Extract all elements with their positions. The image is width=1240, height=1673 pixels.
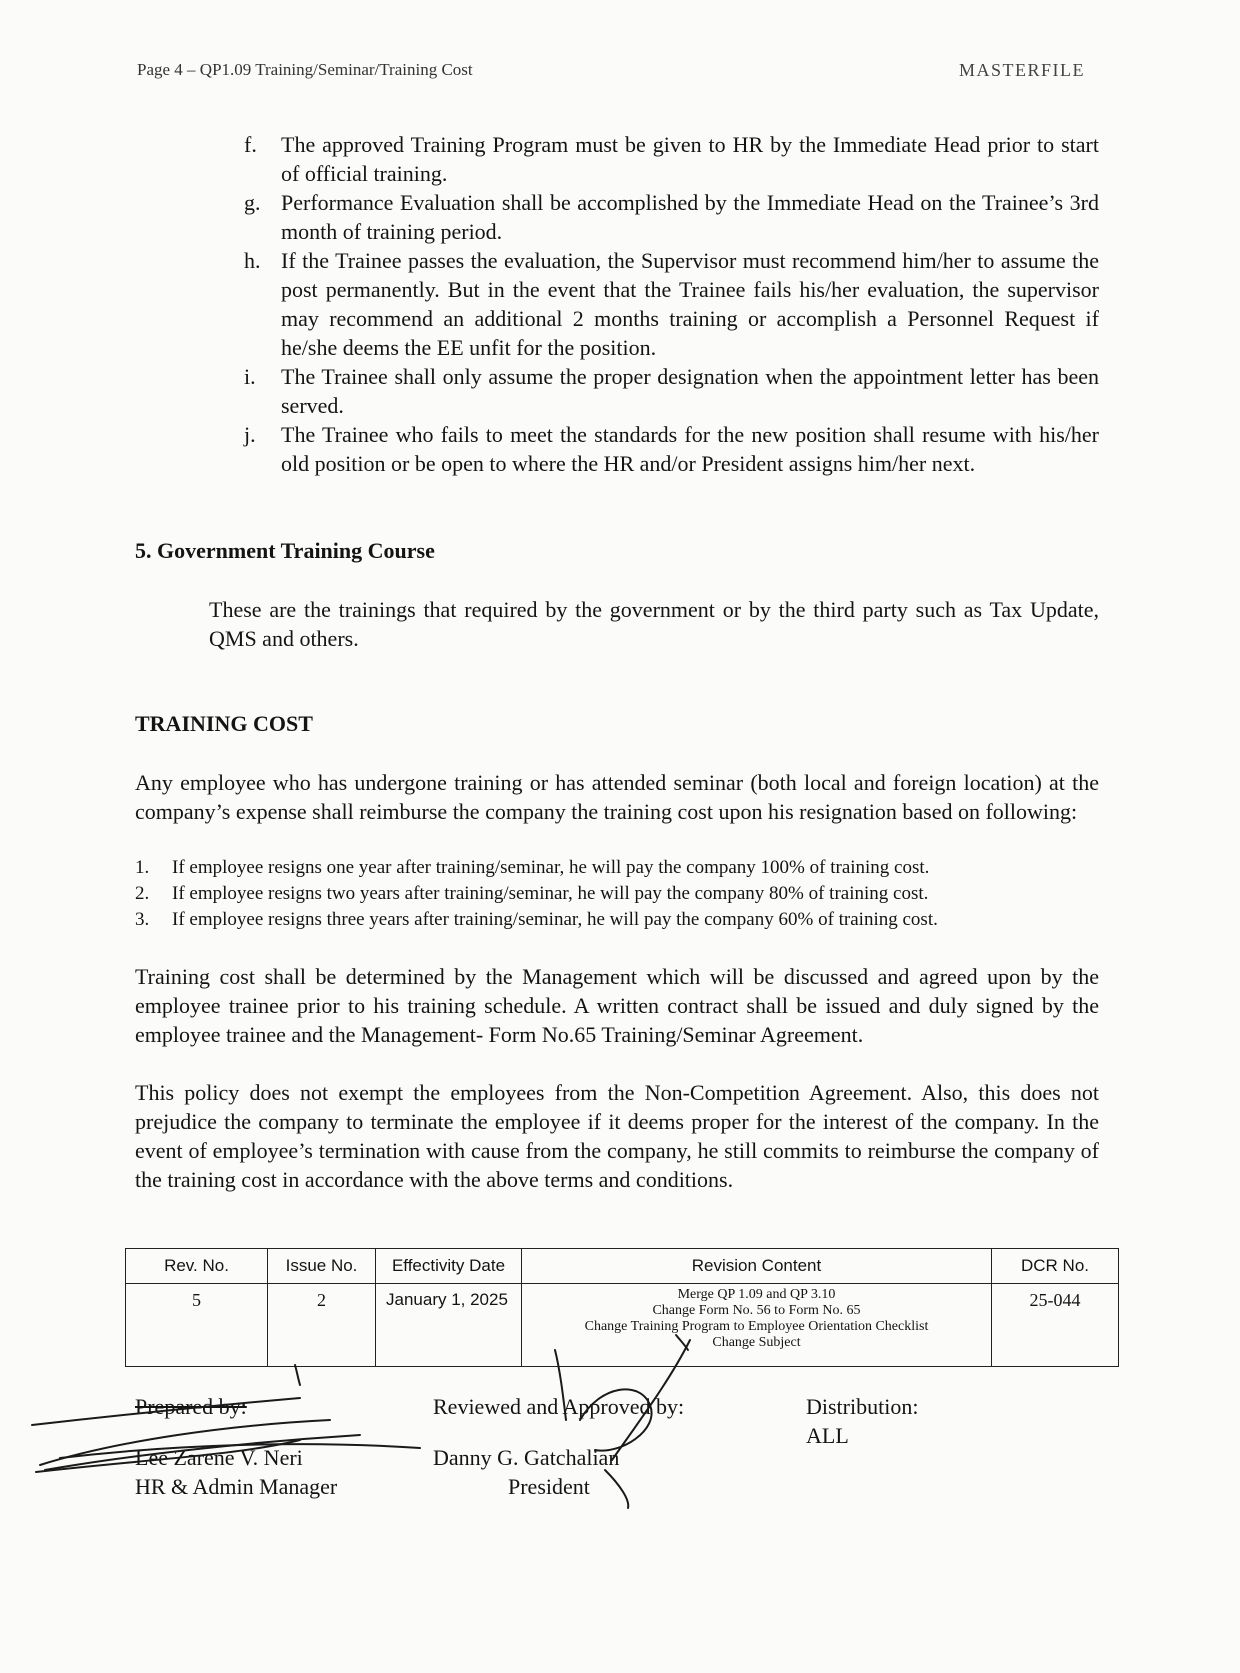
prepared-by-block: [135, 1392, 337, 1501]
training-cost-list: [135, 855, 1115, 933]
reviewed-by-label: Reviewed and Approved by:: [433, 1394, 685, 1419]
list-item: [135, 855, 1115, 881]
page-header-title: Page 4 – QP1.09 Training/Seminar/Training Cost: [137, 60, 473, 79]
list-item-text: Performance Evaluation shall be accomplished by the Immediate Head on the Trainee’s 3rd month of training period.: [281, 190, 1099, 244]
list-item: [135, 907, 1115, 933]
distribution-value: ALL: [806, 1423, 849, 1448]
table-header-row: [126, 1249, 1119, 1284]
page-header-masterfile: MASTERFILE: [958, 60, 1085, 80]
list-item: [244, 188, 1099, 246]
list-marker: h.: [244, 248, 261, 273]
revision-content-line: Change Form No. 56 to Form No. 65: [652, 1303, 861, 1318]
list-item-text: The Trainee shall only assume the proper designation when the appointment letter has been served.: [281, 364, 1099, 418]
issue-no-cell: 2: [268, 1284, 376, 1367]
dcr-no-cell: 25-044: [992, 1284, 1119, 1367]
list-item: [135, 881, 1115, 907]
training-cost-intro: Any employee who has undergone training or has attended seminar (both local and foreign location) at the company’s expense shall reimburse the company the training cost upon his resignation based on following:: [135, 770, 1099, 824]
list-marker: 3.: [135, 909, 150, 930]
list-marker: f.: [244, 132, 257, 157]
list-marker: 2.: [135, 883, 150, 904]
list-item: [244, 246, 1099, 362]
list-item: [244, 362, 1099, 420]
list-item-text: If employee resigns one year after training/seminar, he will pay the company 100% of training cost.: [172, 857, 930, 878]
list-item-text: If the Trainee passes the evaluation, the Supervisor must recommend him/her to assume the post permanently. But in the event that the Trainee fails his/her evaluation, the supervisor may recommend an additional 2 months training or accomplish a Personnel Request if he/she deems the EE unfit for the position.: [281, 248, 1099, 360]
section-heading-training-cost: TRAINING COST: [135, 711, 313, 736]
list-item: [244, 130, 1099, 188]
distribution-label: Distribution:: [806, 1394, 919, 1419]
revision-table: [125, 1248, 1119, 1367]
table-header-cell: Effectivity Date: [376, 1249, 522, 1284]
list-marker: i.: [244, 364, 256, 389]
list-item-text: The Trainee who fails to meet the standards for the new position shall resume with his/her old position or be open to where the HR and/or President assigns him/her next.: [281, 422, 1099, 476]
rev-no-cell: 5: [126, 1284, 268, 1367]
section-body-government-training: These are the trainings that required by the government or by the third party such as Tax Update, QMS and others.: [209, 597, 1099, 651]
prepared-by-name: Lee Zarene V. Neri: [135, 1445, 303, 1470]
revision-content-line: Change Subject: [712, 1335, 801, 1350]
revision-content-cell: [522, 1284, 992, 1367]
table-header-cell: DCR No.: [992, 1249, 1119, 1284]
list-marker: j.: [244, 422, 256, 447]
table-header-cell: Issue No.: [268, 1249, 376, 1284]
list-marker: 1.: [135, 857, 150, 878]
list-marker: g.: [244, 190, 261, 215]
revision-content-line: Merge QP 1.09 and QP 3.10: [677, 1287, 836, 1302]
procedure-list: [244, 130, 1099, 478]
section-heading-government-training: 5. Government Training Course: [135, 538, 435, 563]
distribution-block: [806, 1392, 918, 1450]
training-cost-paragraph-3: This policy does not exempt the employees from the Non-Competition Agreement. Also, this does not prejudice the company to terminate the employee if it deems proper for the interest of the company. In the event of employee’s termination with cause from the company, he still commits to reimburse the company of the training cost in accordance with the above terms and conditions.: [135, 1080, 1099, 1192]
table-header-cell: Revision Content: [522, 1249, 992, 1284]
list-item-text: The approved Training Program must be given to HR by the Immediate Head prior to start of official training.: [281, 132, 1099, 186]
revision-content-line: Change Training Program to Employee Orientation Checklist: [584, 1319, 929, 1334]
list-item: [244, 420, 1099, 478]
reviewed-by-title: President: [508, 1474, 590, 1499]
training-cost-paragraph-2: Training cost shall be determined by the Management which will be discussed and agreed upon by the employee trainee prior to his training schedule. A written contract shall be issued and duly signed by the employee trainee and the Management- Form No.65 Training/Seminar Agreement.: [135, 964, 1099, 1047]
list-item-text: If employee resigns two years after training/seminar, he will pay the company 80% of training cost.: [172, 883, 929, 904]
list-item-text: If employee resigns three years after training/seminar, he will pay the company 60% of training cost.: [172, 909, 938, 930]
reviewed-by-block: [433, 1392, 684, 1501]
effectivity-date-cell: January 1, 2025: [376, 1284, 522, 1367]
table-row: [126, 1284, 1119, 1367]
prepared-by-title: HR & Admin Manager: [135, 1474, 338, 1499]
reviewed-by-name: Danny G. Gatchalian: [433, 1445, 620, 1470]
prepared-by-label: Prepared by:: [135, 1394, 247, 1419]
table-header-cell: Rev. No.: [126, 1249, 268, 1284]
